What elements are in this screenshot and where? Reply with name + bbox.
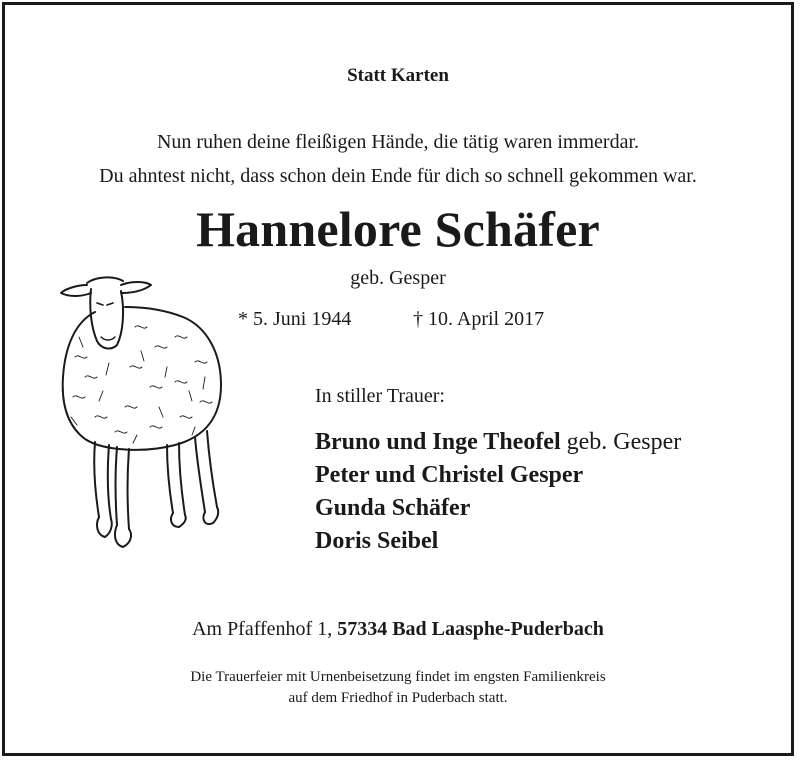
mourner-row (315, 525, 681, 558)
mourner-name: Doris Seibel (315, 528, 439, 554)
family-address (5, 618, 791, 641)
ceremony-line-1: Die Trauerfeier mit Urnenbeisetzung findet im engsten Familienkreis (190, 669, 606, 685)
mourner-name: Bruno und Inge Theofel (315, 429, 561, 455)
ceremony-note (5, 667, 791, 709)
address-city: 57334 Bad Laasphe-Puderbach (337, 618, 604, 640)
death-date: † 10. April 2017 (413, 308, 545, 330)
ceremony-line-2: auf dem Friedhof in Puderbach statt. (288, 690, 508, 706)
mourners-list (315, 426, 681, 558)
mourning-intro: In stiller Trauer: (315, 385, 445, 407)
mourner-row (315, 459, 681, 492)
mourner-name: Peter und Christel Gesper (315, 462, 584, 488)
verse-line-1: Nun ruhen deine fleißigen Hände, die tätig waren immerdar. (156, 131, 640, 153)
birth-name: geb. Gesper (350, 267, 446, 289)
mourner-suffix: geb. Gesper (560, 429, 682, 455)
obituary-notice (2, 2, 794, 756)
birth-date: * 5. Juni 1944 (238, 308, 352, 330)
address-street: Am Pfaffenhof 1, (192, 618, 338, 640)
verse-line-2: Du ahntest nicht, dass schon dein Ende für dich so schnell gekommen war. (99, 165, 697, 187)
mourner-row (315, 492, 681, 525)
notice-heading: Statt Karten (347, 65, 449, 86)
mourner-row (315, 426, 681, 459)
memorial-verse (5, 125, 791, 193)
mourner-name: Gunda Schäfer (315, 495, 471, 521)
sheep-icon (55, 267, 225, 549)
deceased-name: Hannelore Schäfer (196, 201, 600, 257)
